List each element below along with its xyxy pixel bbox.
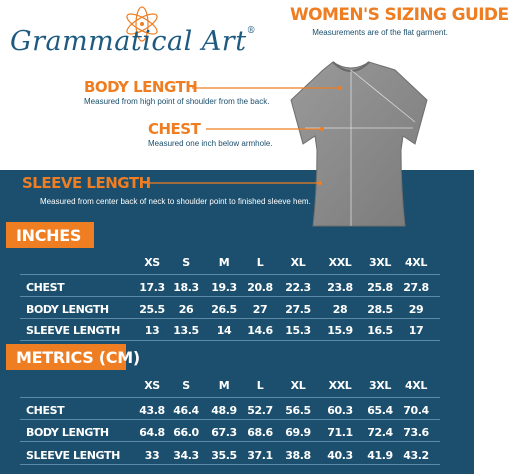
chest-description: Measured one inch below armhole. [148,139,273,148]
row-label: BODY LENGTH [26,303,109,316]
column-header: L [256,256,264,269]
row-label: SLEEVE LENGTH [26,324,120,337]
body-length-description: Measured from high point of shoulder from the back. [84,97,270,106]
table-cell: 16.5 [367,324,393,337]
sleeve-length-label: SLEEVE LENGTH [22,174,151,192]
table-cell: 66.0 [173,426,199,439]
table-cell: 48.9 [211,404,237,417]
table-cell: 15.9 [327,324,353,337]
table-cell: 56.5 [285,404,311,417]
sleeve-length-description: Measured from center back of neck to shoulder point to finished sleeve hem. [40,197,311,206]
column-header: S [182,379,190,392]
table-cell: 13.5 [173,324,199,337]
table-cell: 28.5 [367,303,393,316]
table-cell: 26.5 [211,303,237,316]
table-cell: 26 [178,303,194,316]
table-cell: 40.3 [327,449,353,462]
table-cell: 71.1 [327,426,353,439]
table-cell: 68.6 [247,426,273,439]
table-cell: 27.8 [403,281,429,294]
table-cell: 14.6 [247,324,273,337]
sleeve-length-pointer [144,180,324,186]
chest-label: CHEST [148,120,201,138]
column-header: S [182,256,190,269]
table-cell: 35.5 [211,449,237,462]
table-cell: 20.8 [247,281,273,294]
table-cell: 27.5 [285,303,311,316]
table-cell: 15.3 [285,324,311,337]
row-label: SLEEVE LENGTH [26,449,120,462]
row-divider [20,340,440,341]
table-cell: 13 [144,324,160,337]
column-header: XL [290,256,306,269]
table-cell: 70.4 [403,404,429,417]
column-header: L [256,379,264,392]
row-divider [20,464,440,465]
table-cell: 22.3 [285,281,311,294]
row-label: CHEST [26,281,65,294]
table-cell: 43.2 [403,449,429,462]
table-cell: 17 [408,324,424,337]
row-divider [20,441,440,442]
brand-logo [4,4,264,64]
column-header: M [218,256,230,269]
row-divider [20,397,440,398]
metrics-title: METRICS (CM) [16,348,140,367]
table-cell: 43.8 [139,404,165,417]
row-divider [20,296,440,297]
inches-title: INCHES [16,226,82,245]
column-header: XXL [328,379,352,392]
body-length-pointer [192,85,342,91]
row-divider [20,274,440,275]
page-subtitle: Measurements are of the flat garment. [312,28,448,37]
page-title: WOMEN'S SIZING GUIDE [290,5,508,25]
table-cell: 41.9 [367,449,393,462]
table-cell: 73.6 [403,426,429,439]
table-cell: 65.4 [367,404,393,417]
body-length-label: BODY LENGTH [84,78,198,96]
table-cell: 67.3 [211,426,237,439]
column-header: 4XL [405,256,427,269]
table-cell: 23.8 [327,281,353,294]
table-cell: 25.5 [139,303,165,316]
table-cell: 33 [144,449,160,462]
column-header: XS [144,256,160,269]
table-cell: 38.8 [285,449,311,462]
row-divider [20,419,440,420]
brand-name: Grammatical Art® [10,26,257,57]
table-cell: 64.8 [139,426,165,439]
column-header: XS [144,379,160,392]
table-cell: 25.8 [367,281,393,294]
row-divider [20,318,440,319]
table-cell: 52.7 [247,404,273,417]
row-label: BODY LENGTH [26,426,109,439]
column-header: 3XL [369,379,391,392]
column-header: XXL [328,256,352,269]
column-header: M [218,379,230,392]
table-cell: 18.3 [173,281,199,294]
column-header: XL [290,379,306,392]
table-cell: 27 [252,303,268,316]
table-cell: 17.3 [139,281,165,294]
column-header: 4XL [405,379,427,392]
table-cell: 19.3 [211,281,237,294]
table-cell: 60.3 [327,404,353,417]
column-header: 3XL [369,256,391,269]
table-cell: 37.1 [247,449,273,462]
chest-pointer [206,126,326,132]
table-cell: 34.3 [173,449,199,462]
table-cell: 29 [408,303,424,316]
table-cell: 72.4 [367,426,393,439]
table-cell: 46.4 [173,404,199,417]
table-cell: 28 [332,303,348,316]
row-label: CHEST [26,404,65,417]
table-cell: 69.9 [285,426,311,439]
table-cell: 14 [216,324,232,337]
